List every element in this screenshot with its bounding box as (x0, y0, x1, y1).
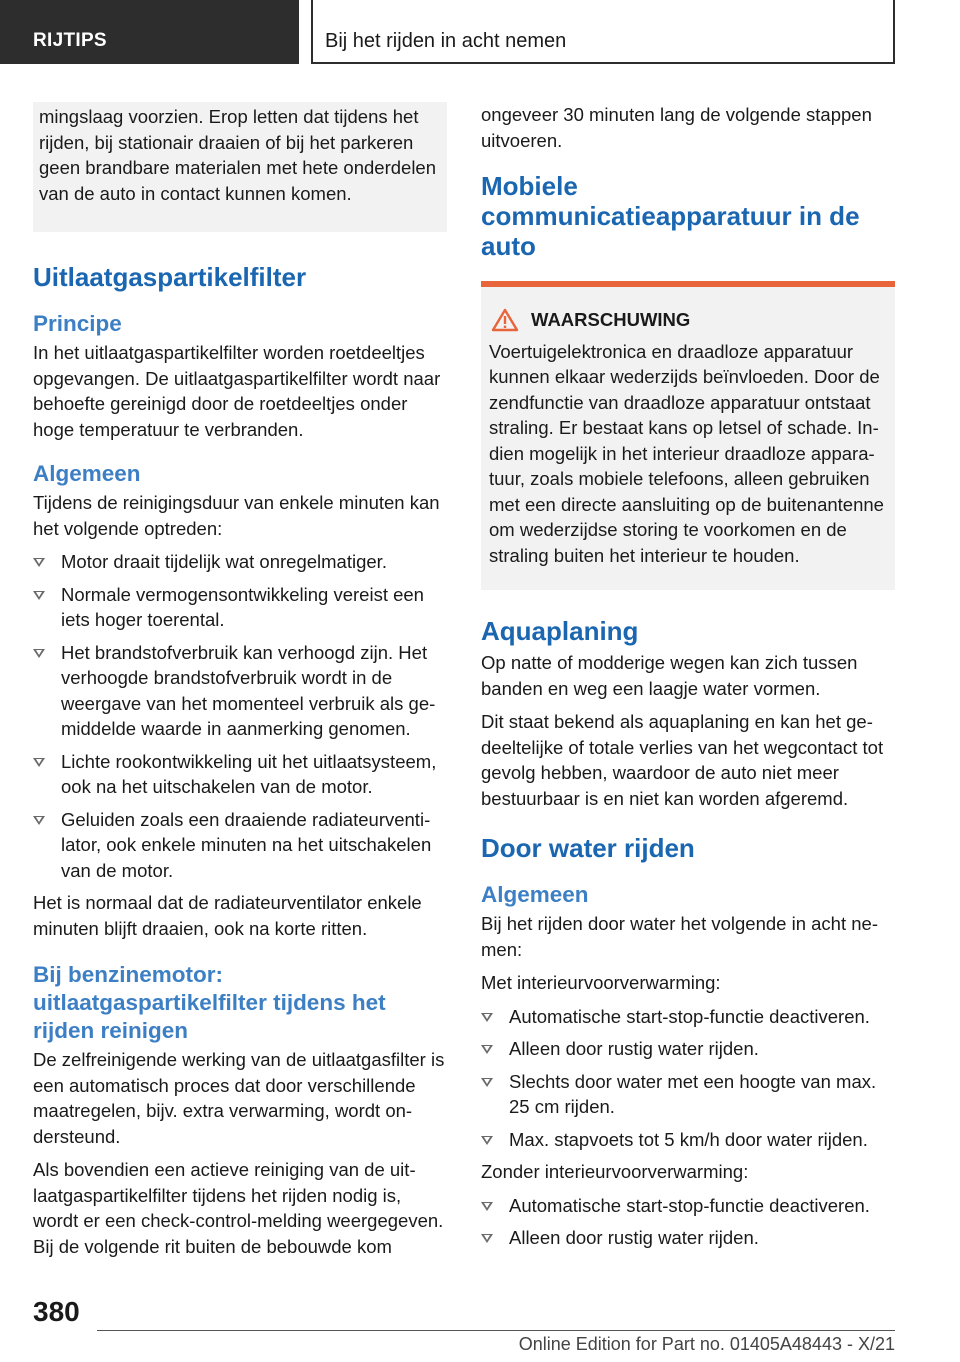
triangle-bullet-icon (481, 1078, 493, 1087)
principe-text: In het uitlaatgaspartikelfilter worden roetdeeltjes opgevangen. De uitlaatgaspartikelfilter wordt naar behoefte gereinigd door de roetdeeltjes onder hoge temperatuur te verbranden. (33, 342, 441, 440)
aquaplaning-text-1: Op natte of modderige wegen kan zich tussen banden en weg een laagje water vormen. (481, 652, 858, 699)
header-section-label: RIJTIPS (33, 30, 107, 51)
heading-uitlaatgaspartikelfilter: Uitlaatgaspartikelfilter (33, 262, 307, 292)
algemeen-after-text: Het is normaal dat de radiateurventilator enkele minuten blijft draaien, ook na korte ritten. (33, 892, 422, 939)
warning-triangle-icon (491, 308, 519, 332)
heading-door-water-rijden: Door water rijden (481, 833, 695, 863)
warning-text: Voertuigelektronica en draadloze apparatuur kunnen elkaar wederzijds beïnvloeden. Door de zendfunctie van draadloze apparatuur ontstaat straling. Er bestaat kans op letsel of schade. Indien mogelijk in het interieur draadloze apparatuur, zoals mobiele telefoons, alleen gebruiken met een directe aansluiting op de buitenantenne om wederzijdse storing te voorkomen en de straling buiten het interieur te houden. (489, 340, 884, 566)
warning-label: WAARSCHUWING (531, 309, 691, 330)
triangle-bullet-icon (481, 1045, 493, 1054)
list-item: Geluiden zoals een draaiende radiateurventilator, ook enkele minuten na het uitschakelen van de motor. (33, 807, 447, 884)
note-box (33, 102, 447, 232)
met-list (481, 1004, 895, 1153)
list-item: Automatische start-stop-functie deactiveren. (481, 1193, 895, 1219)
heading-algemeen: Algemeen (33, 461, 141, 486)
list-item: Alleen door rustig water rijden. (481, 1225, 895, 1251)
benzine-text-1: De zelfreinigende werking van de uitlaatgasfilter is een automatisch proces dat door verschillende maatregelen, bijv. extra verwarming, wordt ondersteund. (33, 1049, 445, 1147)
header-chapter-tab (311, 0, 895, 64)
triangle-bullet-icon (481, 1234, 493, 1243)
list-item: Normale vermogensontwikkeling vereist een iets hoger toerental. (33, 582, 447, 633)
triangle-bullet-icon (33, 816, 45, 825)
page-number: 380 (33, 1296, 80, 1327)
list-item: Het brandstofverbruik kan verhoogd zijn. Het verhoogde brandstofverbruik wordt in de weergave van het momenteel verbruik als gemiddelde waarde in aanmerking genomen. (33, 640, 447, 742)
heading-principe: Principe (33, 311, 122, 336)
triangle-bullet-icon (33, 649, 45, 658)
list-item: Lichte rookontwikkeling uit het uitlaatsysteem, ook na het uitschakelen van de motor. (33, 749, 447, 800)
aquaplaning-text-2: Dit staat bekend als aquaplaning en kan het gedeeltelijke of totale verlies van het wegcontact tot gevolg hebben, waardoor de auto niet meer bestuurbaar is en niet kan worden afgeremd. (481, 711, 884, 809)
left-column (33, 102, 447, 1267)
list-item: Slechts door water met een hoogte van max. 25 cm rijden. (481, 1069, 895, 1120)
heading-mobiele-communicatie: Mobiele communicatieapparatuur in de auto (481, 171, 860, 261)
note-box-text: mingslaag voorzien. Erop letten dat tijdens het rijden, bij stationair draaien of bij het parkeren geen brandbare materialen met hete onderdelen van de auto in contact kunnen komen. (39, 106, 437, 204)
triangle-bullet-icon (33, 758, 45, 767)
list-item: Motor draait tijdelijk wat onregelmatiger. (33, 549, 447, 575)
algemeen-list (33, 549, 447, 883)
met-label: Met interieurvoorverwarming: (481, 972, 721, 993)
triangle-bullet-icon (481, 1136, 493, 1145)
continued-text: ongeveer 30 minuten lang de volgende stappen uitvoeren. (481, 104, 872, 151)
list-item: Automatische start-stop-functie deactiveren. (481, 1004, 895, 1030)
triangle-bullet-icon (33, 591, 45, 600)
water-text: Bij het rijden door water het volgende in acht nemen: (481, 913, 878, 960)
warning-title (491, 307, 887, 333)
warning-box (481, 287, 895, 590)
footer-divider (97, 1330, 895, 1331)
heading-benzinemotor: Bij benzinemotor: uitlaatgaspartikelfilter tijdens het rijden reinigen (33, 962, 386, 1043)
list-item: Alleen door rustig water rijden. (481, 1036, 895, 1062)
triangle-bullet-icon (481, 1013, 493, 1022)
heading-aquaplaning: Aquaplaning (481, 616, 639, 646)
list-item: Max. stapvoets tot 5 km/h door water rijden. (481, 1127, 895, 1153)
footer-edition: Online Edition for Part no. 01405A48443 - X/21 (518, 1334, 895, 1354)
header-chapter-label: Bij het rijden in acht nemen (325, 30, 567, 52)
algemeen-text: Tijdens de reinigingsduur van enkele minuten kan het volgende optreden: (33, 492, 440, 539)
right-column (481, 102, 895, 1258)
benzine-text-2: Als bovendien een actieve reiniging van de uitlaatgaspartikelfilter tijdens het rijden nodig is, wordt er een check-control-melding weergegeven. Bij de volgende rit buiten de bebouwde kom (33, 1159, 444, 1257)
triangle-bullet-icon (33, 558, 45, 567)
zonder-list (481, 1193, 895, 1251)
header-section-tab (0, 0, 299, 64)
zonder-label: Zonder interieurvoorverwarming: (481, 1161, 749, 1182)
heading-water-algemeen: Algemeen (481, 882, 589, 907)
triangle-bullet-icon (481, 1202, 493, 1211)
